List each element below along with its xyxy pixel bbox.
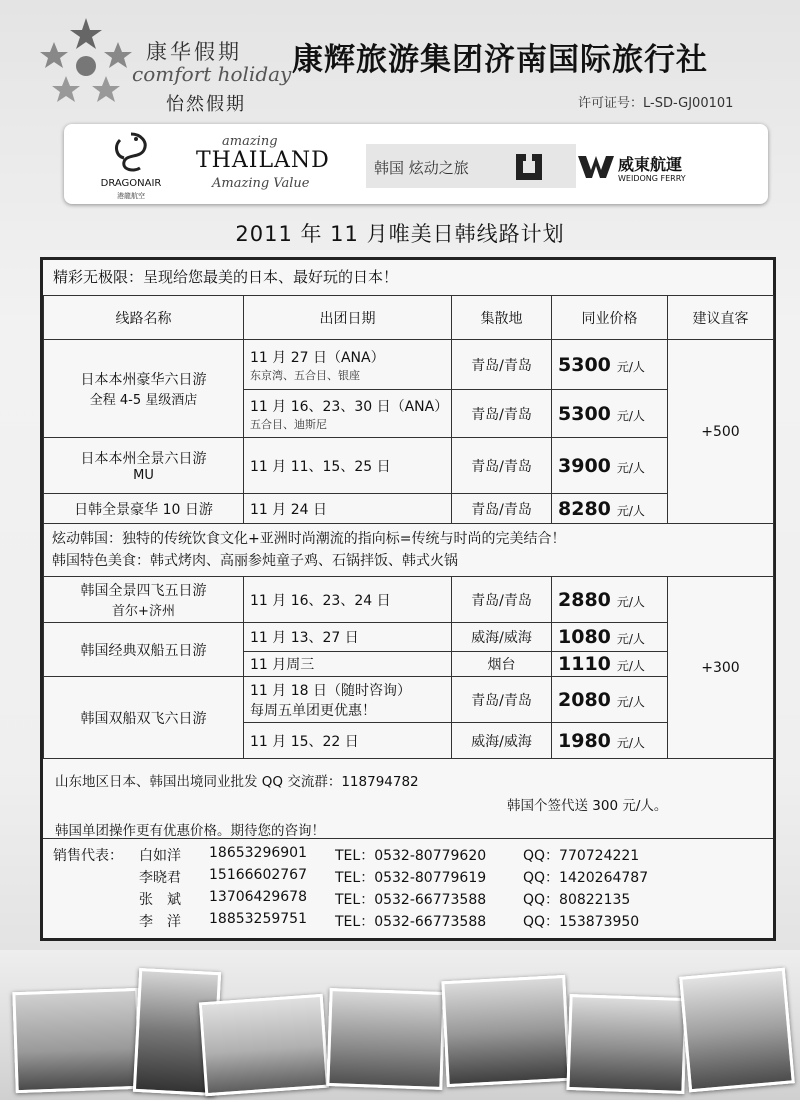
- thailand-tagline: Amazing Value: [212, 176, 310, 191]
- dates-note: 每周五单团更优惠！: [250, 702, 376, 719]
- price-cell: [552, 438, 668, 494]
- price-cell: [552, 723, 668, 759]
- price-cell: [552, 494, 668, 524]
- rep-name: 张 斌: [139, 892, 181, 908]
- weidong-w-icon: [578, 152, 614, 180]
- city-cell: 烟台: [452, 652, 552, 677]
- column-header: 出团日期: [244, 296, 452, 340]
- city-cell: 威海/威海: [452, 723, 552, 759]
- partner-logo-banner: [64, 124, 768, 204]
- palace-photo: [566, 994, 687, 1094]
- dates-note: 五合目、迪斯尼: [250, 417, 327, 431]
- markup-cell: +500: [668, 340, 774, 524]
- date-cell: [244, 677, 452, 723]
- mountain-photo: [326, 988, 445, 1090]
- rep-tel: TEL：0532-66773588: [335, 892, 487, 908]
- rep-mobile: 13706429678: [209, 889, 307, 905]
- thailand-amazing: amazing: [222, 134, 278, 149]
- qq-group-note: 山东地区日本、韩国出境同业批发 QQ 交流群：118794782: [55, 774, 419, 790]
- korea-intro-line: 炫动韩国：独特的传统饮食文化+亚洲时尚潮流的指向标=传统与时尚的完美结合！: [52, 531, 566, 547]
- korea-mark-icon: [512, 150, 546, 184]
- price-unit: 元/人: [616, 460, 645, 475]
- route-note: MU: [133, 468, 154, 483]
- rep-qq: QQ：770724221: [523, 848, 640, 864]
- thailand-name: THAILAND: [196, 148, 330, 173]
- date-cell: 11 月 15、22 日: [244, 723, 452, 759]
- visa-note: 韩国个签代送 300 元/人。: [507, 798, 668, 814]
- date-cell: [244, 340, 452, 390]
- route-name: 日本本州豪华六日游: [80, 372, 207, 388]
- route-cell: 日韩全景豪华 10 日游: [44, 494, 244, 524]
- brand-name-cn: 康华假期: [146, 40, 242, 64]
- brand-subtitle: 怡然假期: [166, 94, 246, 115]
- dragon-icon: [106, 130, 156, 176]
- rep-qq: QQ：1420264787: [523, 870, 649, 886]
- page-title: 2011 年 11 月唯美日韩线路计划: [235, 222, 565, 246]
- star-logo-icon: [40, 14, 132, 106]
- price-unit: 元/人: [616, 735, 645, 750]
- route-cell: 韩国经典双船五日游: [44, 623, 244, 677]
- table-row: [44, 438, 774, 494]
- dragonair-logo: [86, 128, 176, 200]
- rep-name: 李 洋: [139, 914, 181, 930]
- ferry-photo: [441, 975, 570, 1087]
- rep-tel: TEL：0532-80779620: [335, 848, 487, 864]
- column-header: 同业价格: [552, 296, 668, 340]
- price-cell: [552, 677, 668, 723]
- brand-name-en: comfort holiday: [132, 62, 292, 86]
- group-offer-note: 韩国单团操作更有优惠价格。期待您的咨询！: [55, 823, 325, 839]
- price-value: 1980: [558, 729, 611, 752]
- temple-photo: [12, 988, 141, 1093]
- korea-tour-text: 韩国 炫动之旅: [374, 159, 469, 177]
- departure-dates: 11 月 18 日（随时咨询）: [250, 682, 411, 699]
- departure-dates: 11 月 16、23、30 日（ANA）: [250, 398, 449, 415]
- japan-intro: 精彩无极限：呈现给您最美的日本、最好玩的日本！: [53, 268, 399, 286]
- agency-name: 康辉旅游集团济南国际旅行社: [292, 42, 708, 78]
- table-row: [44, 494, 774, 524]
- destination-photo-collage: [0, 950, 800, 1100]
- rep-tel: TEL：0532-80779619: [335, 870, 487, 886]
- price-value: 3900: [558, 454, 611, 477]
- price-cell: [552, 652, 668, 677]
- price-value: 1080: [558, 626, 611, 648]
- route-price-table: [43, 295, 774, 759]
- route-name: 日本本州全景六日游: [80, 451, 207, 467]
- departure-dates: 11 月 27 日（ANA）: [250, 349, 385, 366]
- city-cell: 青岛/青岛: [452, 390, 552, 438]
- table-row: [44, 623, 774, 652]
- price-value: 8280: [558, 497, 611, 520]
- price-value: 1110: [558, 653, 611, 675]
- date-cell: 11 月 11、15、25 日: [244, 438, 452, 494]
- sales-rep-row: [43, 845, 773, 867]
- city-cell: 青岛/青岛: [452, 438, 552, 494]
- rep-name: 白如洋: [139, 848, 181, 864]
- header: [0, 0, 800, 120]
- sales-reps-section: [43, 838, 773, 937]
- price-unit: 元/人: [616, 503, 645, 518]
- city-cell: 青岛/青岛: [452, 494, 552, 524]
- date-cell: 11 月 24 日: [244, 494, 452, 524]
- price-cell: [552, 623, 668, 652]
- korea-food-line: 韩国特色美食：韩式烤肉、高丽参炖童子鸡、石锅拌饭、韩式火锅: [52, 553, 458, 569]
- price-unit: 元/人: [616, 632, 645, 646]
- sales-rep-row: [43, 867, 773, 889]
- dates-note: 东京湾、五合目、银座: [250, 368, 360, 382]
- date-cell: 11 月 13、27 日: [244, 623, 452, 652]
- route-cell: [44, 340, 244, 438]
- column-header: 集散地: [452, 296, 552, 340]
- column-header: 线路名称: [44, 296, 244, 340]
- table-row: [44, 677, 774, 723]
- price-unit: 元/人: [616, 359, 645, 374]
- dragonair-subtitle: 港龍航空: [117, 192, 145, 200]
- rep-mobile: 15166602767: [209, 867, 307, 883]
- price-value: 5300: [558, 353, 611, 376]
- dragonair-name: DRAGONAIR: [100, 178, 162, 189]
- korea-tour-logo: [366, 144, 576, 188]
- column-header: 建议直客: [668, 296, 774, 340]
- korea-intro-row: [44, 524, 774, 577]
- sales-rep-row: [43, 889, 773, 911]
- markup-cell: +300: [668, 577, 774, 759]
- rep-qq: QQ：153873950: [523, 914, 640, 930]
- price-cell: [552, 577, 668, 623]
- rep-name: 李晓君: [139, 870, 181, 886]
- sales-label: 销售代表：: [53, 848, 123, 864]
- route-note: 首尔+济州: [112, 604, 175, 619]
- price-value: 5300: [558, 402, 611, 425]
- city-cell: 青岛/青岛: [452, 340, 552, 390]
- license-number: 许可证号：L-SD-GJ00101: [578, 96, 734, 111]
- korea-intro-cell: [44, 524, 774, 577]
- rep-tel: TEL：0532-66773588: [335, 914, 487, 930]
- rep-qq: QQ：80822135: [523, 892, 631, 908]
- price-cell: [552, 340, 668, 390]
- price-cell: [552, 390, 668, 438]
- rep-mobile: 18653296901: [209, 845, 307, 861]
- route-cell: [44, 438, 244, 494]
- price-value: 2880: [558, 588, 611, 611]
- route-note: 全程 4-5 星级酒店: [89, 393, 198, 408]
- weidong-name-cn: 威東航運: [618, 155, 683, 174]
- date-cell: [244, 390, 452, 438]
- price-unit: 元/人: [616, 408, 645, 423]
- notes-section: [43, 766, 773, 839]
- route-plan-frame: [40, 257, 776, 941]
- price-value: 2080: [558, 688, 611, 711]
- city-cell: 青岛/青岛: [452, 577, 552, 623]
- date-cell: 11 月 16、23、24 日: [244, 577, 452, 623]
- date-cell: 11 月周三: [244, 652, 452, 677]
- fortress-photo: [679, 968, 795, 1093]
- rep-mobile: 18853259751: [209, 911, 307, 927]
- route-cell: 韩国双船双飞六日游: [44, 677, 244, 759]
- price-unit: 元/人: [616, 694, 645, 709]
- table-header-row: [44, 296, 774, 340]
- route-cell: [44, 577, 244, 623]
- weidong-name-en: WEIDONG FERRY: [618, 174, 686, 183]
- city-cell: 威海/威海: [452, 623, 552, 652]
- sales-rep-row: [43, 911, 773, 933]
- harbor-photo: [199, 994, 329, 1096]
- price-unit: 元/人: [616, 659, 645, 673]
- city-cell: 青岛/青岛: [452, 677, 552, 723]
- price-unit: 元/人: [616, 594, 645, 609]
- route-name: 韩国全景四飞五日游: [80, 583, 207, 599]
- table-row: [44, 340, 774, 390]
- table-row: [44, 577, 774, 623]
